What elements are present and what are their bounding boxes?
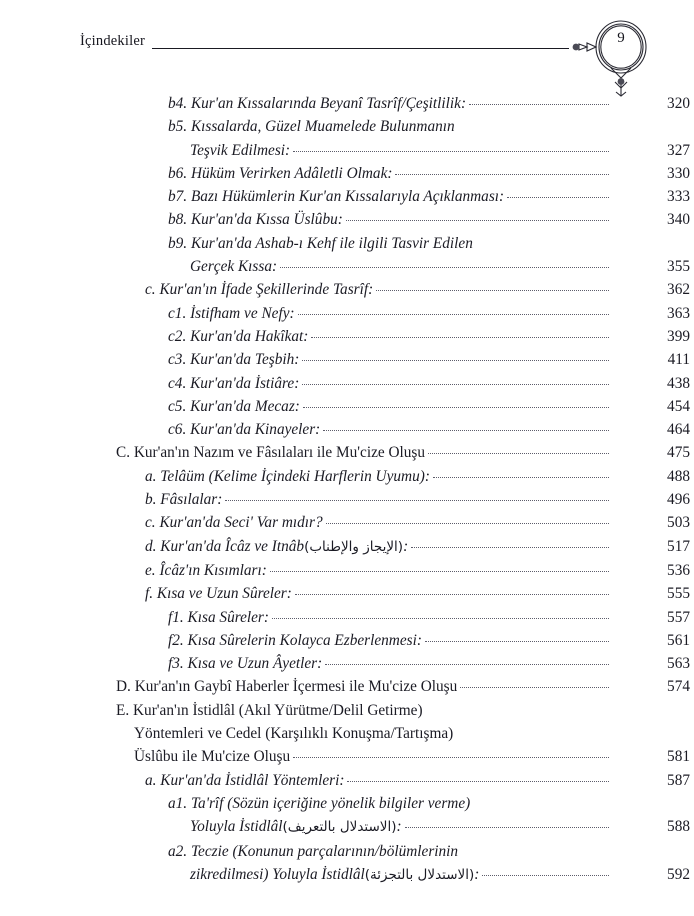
toc-dot-leader xyxy=(298,314,609,315)
toc-entry-label: f2. Kısa Sûrelerin Kolayca Ezberlenmesi: xyxy=(168,631,422,649)
toc-dot-leader xyxy=(295,594,609,595)
toc-dot-leader xyxy=(270,571,609,572)
header-rule xyxy=(152,48,569,49)
toc-entry[interactable] xyxy=(0,441,694,464)
toc-entry-label: b5. Kıssalarda, Güzel Muamelede Bulunmanın xyxy=(168,118,455,136)
toc-dot-leader xyxy=(395,174,609,175)
toc-page-number: 464 xyxy=(667,421,690,439)
toc-page-number: 320 xyxy=(667,95,690,112)
toc-dot-leader xyxy=(280,267,609,268)
toc-page-number: 561 xyxy=(667,631,690,649)
toc-entry-arabic-title: (الإيجاز والإطناب) xyxy=(304,538,404,555)
toc-entry-suffix: : xyxy=(474,865,480,883)
toc-entry-suffix: : xyxy=(403,537,409,555)
toc-entry[interactable] xyxy=(0,302,694,325)
toc-entry-label: E. Kur'an'ın İstidlâl (Akıl Yürütme/Delil Getirme) xyxy=(116,701,423,719)
toc-entry[interactable] xyxy=(0,372,694,395)
toc-entry[interactable] xyxy=(0,418,694,441)
toc-entry[interactable] xyxy=(0,185,694,208)
toc-entry[interactable] xyxy=(0,769,694,792)
toc-entry-label: b4. Kur'an Kıssalarında Beyanî Tasrîf/Çeşitlilik: xyxy=(168,95,467,112)
toc-entry[interactable] xyxy=(0,699,694,722)
toc-entry[interactable] xyxy=(0,722,694,745)
toc-page-number: 362 xyxy=(667,281,690,299)
toc-dot-leader xyxy=(482,875,609,876)
toc-dot-leader xyxy=(411,547,609,548)
toc-entry[interactable] xyxy=(0,139,694,162)
toc-entry-label: f. Kısa ve Uzun Sûreler: xyxy=(145,585,292,603)
toc-dot-leader xyxy=(293,151,609,152)
toc-dot-leader xyxy=(311,337,609,338)
running-header-label: İçindekiler xyxy=(80,33,146,49)
toc-page-number: 517 xyxy=(667,537,690,555)
toc-dot-leader xyxy=(425,641,609,642)
toc-dot-leader xyxy=(293,757,609,758)
page-number-folio: 9 xyxy=(617,30,625,46)
toc-entry-label: Üslûbu ile Mu'cize Oluşu xyxy=(134,748,291,766)
toc-entry[interactable] xyxy=(0,745,694,768)
toc-entry-label: Teşvik Edilmesi: xyxy=(190,141,291,159)
toc-entry-label: a2. Teczie (Konunun parçalarının/bölümlerinin xyxy=(168,842,459,860)
toc-page-number: 574 xyxy=(667,678,690,696)
page-header xyxy=(0,0,694,92)
toc-dot-leader xyxy=(302,360,609,361)
toc-entry[interactable] xyxy=(0,840,694,863)
toc-dot-leader xyxy=(225,500,609,501)
toc-entry[interactable] xyxy=(0,115,694,138)
toc-page-number: 340 xyxy=(667,211,690,229)
toc-entry[interactable] xyxy=(0,559,694,582)
toc-entry[interactable] xyxy=(0,208,694,231)
toc-entry[interactable] xyxy=(0,535,694,559)
toc-page-number: 411 xyxy=(667,351,690,369)
toc-dot-leader xyxy=(405,827,609,828)
toc-entry[interactable] xyxy=(0,92,694,115)
toc-page-number: 438 xyxy=(667,374,690,392)
toc-entry-label: d. Kur'an'da Îcâz ve Itnâb xyxy=(145,537,305,555)
toc-entry-label: b. Fâsılalar: xyxy=(145,491,223,509)
toc-entry[interactable] xyxy=(0,325,694,348)
toc-page-number: 592 xyxy=(667,865,690,883)
toc-entry-label: Yoluyla İstidlâl xyxy=(190,818,283,836)
toc-entry-label: C. Kur'an'ın Nazım ve Fâsılaları ile Mu'cize Oluşu xyxy=(116,444,426,462)
toc-entry-label: e. Îcâz'ın Kısımları: xyxy=(145,561,267,579)
toc-entry[interactable] xyxy=(0,395,694,418)
toc-page-number: 587 xyxy=(667,771,690,789)
toc-dot-leader xyxy=(323,430,609,431)
toc-entry[interactable] xyxy=(0,488,694,511)
toc-entry-label: b7. Bazı Hükümlerin Kur'an Kıssalarıyla Açıklanması: xyxy=(168,188,505,206)
table-of-contents xyxy=(0,92,694,887)
toc-entry[interactable] xyxy=(0,348,694,371)
toc-page-number: 454 xyxy=(667,397,690,415)
toc-entry[interactable] xyxy=(0,792,694,815)
toc-entry-label: a. Telâüm (Kelime İçindeki Harflerin Uyumu): xyxy=(145,467,430,485)
toc-entry[interactable] xyxy=(0,232,694,255)
toc-entry[interactable] xyxy=(0,465,694,488)
toc-page-number: 399 xyxy=(667,327,690,345)
toc-entry-label: b9. Kur'an'da Ashab-ı Kehf ile ilgili Tasvir Edilen xyxy=(168,234,473,252)
toc-entry-label: c4. Kur'an'da İstiâre: xyxy=(168,374,300,392)
toc-page-number: 581 xyxy=(667,748,690,766)
toc-dot-leader xyxy=(469,104,609,105)
toc-page-number: 355 xyxy=(667,258,690,276)
toc-page-number: 475 xyxy=(667,444,690,462)
toc-dot-leader xyxy=(376,290,609,291)
toc-entry[interactable] xyxy=(0,162,694,185)
toc-page-number: 503 xyxy=(667,514,690,532)
toc-page-number: 557 xyxy=(667,608,690,626)
toc-dot-leader xyxy=(428,453,609,454)
toc-entry-label: f3. Kısa ve Uzun Âyetler: xyxy=(168,655,323,673)
toc-page-number: 363 xyxy=(667,304,690,322)
toc-page-number: 488 xyxy=(667,467,690,485)
toc-entry-label: c. Kur'an'ın İfade Şekillerinde Tasrîf: xyxy=(145,281,374,299)
toc-page-number: 563 xyxy=(667,655,690,673)
toc-entry-label: Gerçek Kıssa: xyxy=(190,258,278,276)
toc-page-number: 327 xyxy=(667,141,690,159)
toc-entry[interactable] xyxy=(0,278,694,301)
toc-page-number: 555 xyxy=(667,585,690,603)
toc-entry-label: Yöntemleri ve Cedel (Karşılıklı Konuşma/Tartışma) xyxy=(134,725,454,743)
toc-dot-leader xyxy=(460,687,609,688)
toc-dot-leader xyxy=(326,523,609,524)
toc-entry-label: c5. Kur'an'da Mecaz: xyxy=(168,397,300,415)
toc-entry-label: c. Kur'an'da Seci' Var mıdır? xyxy=(145,514,323,532)
toc-dot-leader xyxy=(303,407,609,408)
toc-dot-leader xyxy=(272,618,609,619)
toc-entry-label: b6. Hüküm Verirken Adâletli Olmak: xyxy=(168,164,393,182)
toc-entry-arabic-title: (الاستدلال بالتعريف) xyxy=(282,819,397,836)
toc-entry[interactable] xyxy=(0,606,694,629)
toc-dot-leader xyxy=(347,781,609,782)
toc-page-number: 333 xyxy=(667,188,690,206)
toc-entry[interactable] xyxy=(0,629,694,652)
toc-entry[interactable] xyxy=(0,582,694,605)
toc-entry[interactable] xyxy=(0,675,694,698)
toc-page-number: 588 xyxy=(667,818,690,836)
toc-dot-leader xyxy=(346,220,609,221)
toc-dot-leader xyxy=(325,664,609,665)
toc-entry[interactable] xyxy=(0,815,694,839)
toc-dot-leader xyxy=(433,477,609,478)
toc-entry-label: a1. Ta'rîf (Sözün içeriğine yönelik bilgiler verme) xyxy=(168,794,471,812)
toc-entry[interactable] xyxy=(0,652,694,675)
toc-entry-label: b8. Kur'an'da Kıssa Üslûbu: xyxy=(168,211,343,229)
toc-entry[interactable] xyxy=(0,255,694,278)
toc-page-number: 330 xyxy=(667,164,690,182)
toc-dot-leader xyxy=(507,197,609,198)
toc-dot-leader xyxy=(302,384,609,385)
toc-entry-label: c1. İstifham ve Nefy: xyxy=(168,304,295,322)
toc-entry-label: D. Kur'an'ın Gaybî Haberler İçermesi ile Mu'cize Oluşu xyxy=(116,678,458,696)
toc-entry-label: zikredilmesi) Yoluyla İstidlâl xyxy=(190,865,365,883)
toc-page-number: 536 xyxy=(667,561,690,579)
toc-entry-label: f1. Kısa Sûreler: xyxy=(168,608,269,626)
toc-entry-arabic-title: (الاستدلال بالتجزئة) xyxy=(364,866,475,883)
toc-entry-suffix: : xyxy=(396,818,402,836)
toc-entry-label: c3. Kur'an'da Teşbih: xyxy=(168,351,300,369)
toc-entry-label: a. Kur'an'da İstidlâl Yöntemleri: xyxy=(145,771,345,789)
toc-entry[interactable] xyxy=(0,863,694,887)
toc-entry[interactable] xyxy=(0,511,694,534)
toc-entry-label: c2. Kur'an'da Hakîkat: xyxy=(168,327,309,345)
toc-page-number: 496 xyxy=(667,491,690,509)
toc-entry-label: c6. Kur'an'da Kinayeler: xyxy=(168,421,321,439)
